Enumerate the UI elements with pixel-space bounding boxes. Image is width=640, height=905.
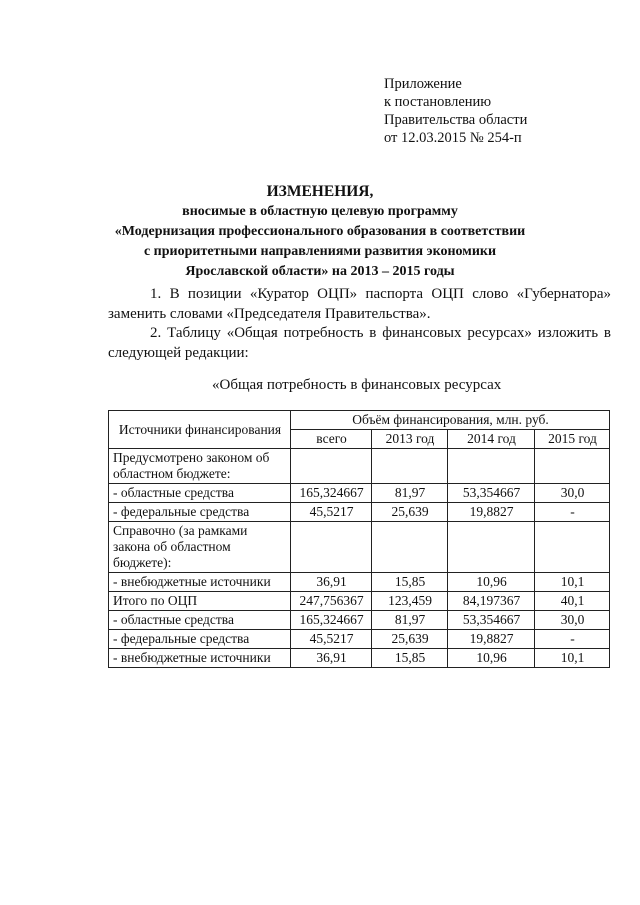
paragraph-text: 2. Таблицу «Общая потребность в финансовых ресурсах» изложить в следующей редакции:: [108, 325, 611, 361]
heading-line: Ярославской области» на 2013 – 2015 годы: [185, 264, 455, 279]
row-label: Предусмотрено законом об областном бюджете:: [109, 449, 291, 484]
cell-2013: 15,85: [372, 573, 448, 592]
row-label: - федеральные средства: [109, 630, 291, 649]
cell-2014: 84,197367: [448, 592, 535, 611]
paragraph-1: [108, 284, 611, 324]
row-label: - внебюджетные источники: [109, 649, 291, 668]
cell-2014: 10,96: [448, 573, 535, 592]
header-volume: Объём финансирования, млн. руб.: [291, 411, 610, 430]
row-label: - областные средства: [109, 484, 291, 503]
paragraph-2: [108, 323, 611, 363]
table-row: [109, 611, 610, 630]
appendix-line: Правительства области: [384, 112, 528, 128]
appendix-date-line: от 12.03.2015 № 254-п: [384, 130, 522, 146]
table-row: [109, 449, 610, 484]
cell-total: 165,324667: [291, 611, 372, 630]
cell-2015: [535, 449, 610, 484]
row-label: Справочно (за рамками закона об областном бюджете):: [109, 522, 291, 573]
paragraph-text: 1. В позиции «Куратор ОЦП» паспорта ОЦП слово «Губернатора» заменить словами «Председателя Правительства».: [108, 286, 611, 322]
table-title: «Общая потребность в финансовых ресурсах: [212, 377, 502, 393]
cell-2014: [448, 449, 535, 484]
appendix-block: [384, 75, 527, 147]
header-2014: 2014 год: [448, 430, 535, 449]
appendix-line: Приложение: [384, 76, 462, 92]
cell-2014: 19,8827: [448, 630, 535, 649]
table-row: [109, 630, 610, 649]
cell-2015: -: [535, 630, 610, 649]
cell-2015: 40,1: [535, 592, 610, 611]
row-label: - федеральные средства: [109, 503, 291, 522]
cell-2015: 30,0: [535, 611, 610, 630]
cell-2014: 53,354667: [448, 484, 535, 503]
row-label: Итого по ОЦП: [109, 592, 291, 611]
cell-2015: 30,0: [535, 484, 610, 503]
document-heading: [0, 182, 640, 282]
cell-2013: [372, 522, 448, 573]
cell-2014: [448, 522, 535, 573]
cell-2015: 10,1: [535, 649, 610, 668]
cell-2015: 10,1: [535, 573, 610, 592]
table-row: [109, 573, 610, 592]
cell-2013: 81,97: [372, 484, 448, 503]
table-row: [109, 503, 610, 522]
cell-2015: -: [535, 503, 610, 522]
cell-total: 36,91: [291, 649, 372, 668]
table-row: [109, 522, 610, 573]
cell-2013: 25,639: [372, 503, 448, 522]
cell-2013: 15,85: [372, 649, 448, 668]
cell-2014: 19,8827: [448, 503, 535, 522]
header-total: всего: [291, 430, 372, 449]
cell-2013: 25,639: [372, 630, 448, 649]
table-row: [109, 484, 610, 503]
cell-total: 36,91: [291, 573, 372, 592]
heading-title: ИЗМЕНЕНИЯ,: [266, 183, 374, 200]
row-label: - внебюджетные источники: [109, 573, 291, 592]
appendix-line: к постановлению: [384, 94, 492, 110]
heading-line: с приоритетными направлениями развития экономики: [143, 244, 497, 259]
header-sources: Источники финансирования: [109, 411, 291, 449]
cell-total: [291, 449, 372, 484]
cell-total: 247,756367: [291, 592, 372, 611]
financing-table: [108, 410, 610, 668]
cell-2014: 10,96: [448, 649, 535, 668]
row-label: - областные средства: [109, 611, 291, 630]
header-2015: 2015 год: [535, 430, 610, 449]
cell-2013: 123,459: [372, 592, 448, 611]
cell-2014: 53,354667: [448, 611, 535, 630]
cell-total: 165,324667: [291, 484, 372, 503]
cell-total: [291, 522, 372, 573]
table-row: [109, 649, 610, 668]
table-header-row: [109, 411, 610, 430]
cell-2013: 81,97: [372, 611, 448, 630]
header-2013: 2013 год: [372, 430, 448, 449]
table-row: [109, 592, 610, 611]
cell-2013: [372, 449, 448, 484]
cell-2015: [535, 522, 610, 573]
cell-total: 45,5217: [291, 630, 372, 649]
heading-line: «Модернизация профессионального образования в соответствии: [114, 224, 526, 239]
cell-total: 45,5217: [291, 503, 372, 522]
heading-line: вносимые в областную целевую программу: [182, 204, 458, 219]
